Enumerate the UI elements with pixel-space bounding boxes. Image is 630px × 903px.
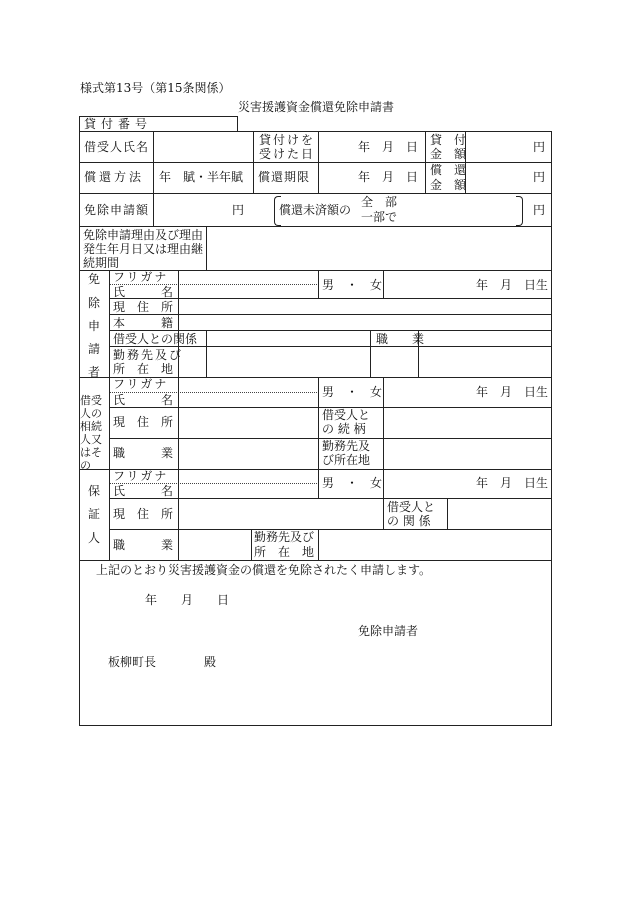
repay-period-field[interactable]: 年 月 日 — [357, 170, 418, 184]
guarantor-furigana-label: フリガナ — [113, 469, 169, 483]
line — [425, 131, 426, 193]
form-title: 災害援護資金償還免除申請書 — [237, 100, 394, 114]
heir-side-label: 借受人の相続人又はその — [80, 394, 102, 472]
declaration-statement: 上記のとおり災害援護資金の償還を免除されたく申請します。 — [96, 563, 432, 577]
line — [109, 270, 110, 560]
line — [79, 193, 552, 194]
applicant-relation-label: 借受人との関係 — [113, 332, 198, 346]
loan-number-right-border — [237, 116, 238, 131]
repay-amount-field[interactable] — [466, 163, 530, 192]
applicant-address-field[interactable] — [179, 299, 550, 313]
line — [206, 330, 207, 346]
heir-workplace-label: び所在地 — [322, 453, 371, 467]
guarantor-name-label: 氏 名 — [113, 484, 174, 498]
repay-method-label: 償還方法 — [84, 170, 145, 184]
line — [79, 725, 552, 726]
heir-furigana-label: フリガナ — [113, 377, 169, 391]
unpaid-all-option[interactable]: 全 部 — [361, 195, 398, 209]
line — [383, 377, 384, 469]
applicant-domicile-field[interactable] — [179, 315, 550, 329]
right-bracket — [516, 196, 523, 226]
loan-date-label: 貸付けを — [259, 133, 316, 147]
heir-occupation-label: 職 業 — [113, 446, 174, 460]
loan-number-label: 貸付番号 — [84, 117, 153, 131]
loan-amount-label: 金 額 — [430, 147, 467, 161]
applicant-side-label: 請 — [87, 342, 100, 356]
applicant-name-field[interactable] — [179, 285, 317, 297]
heir-name-label: 氏 名 — [113, 393, 174, 407]
applicant-side-label: 者 — [87, 365, 100, 379]
applicant-workplace-label: 勤務先及び — [113, 348, 184, 362]
heir-relation-label: 借受人と — [322, 408, 371, 422]
applicant-domicile-label: 本 籍 — [113, 316, 174, 330]
line — [383, 270, 384, 298]
line — [109, 346, 552, 347]
applicant-birth-date[interactable]: 年 月 日生 — [476, 278, 549, 292]
applicant-name-label: 氏 名 — [113, 285, 174, 299]
heir-workplace-label: 勤務先及 — [322, 439, 371, 453]
unpaid-part-option[interactable]: 一部で — [361, 210, 398, 224]
applicant-workplace-label: 所 在 地 — [113, 362, 174, 376]
loan-amount-label: 貸 付 — [430, 133, 467, 147]
applicant-gender-select[interactable]: 男 ・ 女 — [322, 278, 383, 292]
guarantor-workplace-label: 勤務先及び — [254, 530, 315, 544]
line — [79, 560, 552, 561]
repay-method-options[interactable]: 年 賦・半年賦 — [159, 170, 244, 184]
guarantor-side-label: 人 — [87, 531, 100, 545]
line — [447, 498, 448, 529]
line — [418, 346, 419, 377]
loan-amount-yen: 円 — [533, 140, 546, 154]
loan-number-field[interactable] — [154, 117, 236, 130]
line — [370, 346, 371, 377]
table-right-border — [551, 131, 552, 726]
repay-amount-label: 償 還 — [430, 163, 467, 177]
exemption-amount-label: 免除申請額 — [84, 203, 150, 217]
applicant-furigana-label: フリガナ — [113, 270, 169, 284]
borrower-name-label: 借受人氏名 — [84, 140, 150, 154]
guarantor-birth-date[interactable]: 年 月 日生 — [476, 476, 549, 490]
exemption-amount-field[interactable] — [154, 194, 228, 225]
applicant-occupation-label: 職 業 — [376, 332, 425, 346]
form-number: 様式第13号（第15条関係） — [80, 81, 231, 95]
unpaid-yen: 円 — [533, 203, 546, 217]
declaration-date[interactable]: 年 月 日 — [145, 593, 230, 607]
line — [206, 346, 207, 377]
applicant-signature-label: 免除申請者 — [358, 624, 419, 638]
line — [370, 330, 371, 346]
heir-gender-select[interactable]: 男 ・ 女 — [322, 385, 383, 399]
repay-period-label: 償還期限 — [258, 170, 311, 184]
line — [253, 131, 254, 193]
heir-address-label: 現 住 所 — [113, 415, 174, 429]
reason-field[interactable] — [207, 227, 550, 269]
unpaid-label: 償還未済額の — [279, 203, 352, 217]
guarantor-occupation-label: 職 業 — [113, 538, 174, 552]
line — [109, 498, 552, 499]
guarantor-side-label: 保 — [87, 484, 100, 498]
loan-date-field[interactable]: 年 月 日 — [357, 140, 418, 154]
reason-label: 続期間 — [83, 256, 120, 270]
line — [318, 270, 319, 298]
line — [318, 377, 319, 469]
guarantor-relation-label: の 関 係 — [387, 514, 431, 528]
line — [109, 330, 552, 331]
line — [178, 270, 179, 560]
line — [109, 529, 552, 530]
line — [318, 469, 319, 498]
guarantor-gender-select[interactable]: 男 ・ 女 — [322, 476, 383, 490]
reason-label: 発生年月日又は理由継 — [83, 242, 204, 256]
guarantor-relation-label: 借受人と — [387, 500, 436, 514]
addressee: 板柳町長 殿 — [108, 655, 217, 669]
line — [318, 529, 319, 560]
line — [318, 131, 319, 193]
heir-birth-date[interactable]: 年 月 日生 — [476, 385, 549, 399]
line — [383, 498, 384, 529]
applicant-side-label: 免 — [87, 272, 100, 286]
guarantor-workplace-label: 所 在 地 — [254, 545, 315, 559]
repay-amount-label: 金 額 — [430, 178, 467, 192]
exemption-amount-yen: 円 — [232, 203, 245, 217]
loan-date-label: 受けた日 — [259, 147, 316, 161]
line — [383, 469, 384, 498]
guarantor-address-label: 現 住 所 — [113, 507, 174, 521]
repay-amount-yen: 円 — [533, 170, 546, 184]
applicant-address-label: 現 住 所 — [113, 300, 174, 314]
applicant-side-label: 申 — [87, 319, 100, 333]
applicant-side-label: 除 — [87, 296, 100, 310]
line — [251, 529, 252, 560]
borrower-name-field[interactable] — [154, 132, 252, 161]
guarantor-side-label: 証 — [87, 507, 100, 521]
loan-amount-field[interactable] — [466, 132, 530, 161]
applicant-signature-field[interactable] — [420, 620, 545, 640]
heir-relation-label: の 続 柄 — [322, 422, 366, 436]
reason-label: 免除申請理由及び理由 — [83, 228, 204, 242]
